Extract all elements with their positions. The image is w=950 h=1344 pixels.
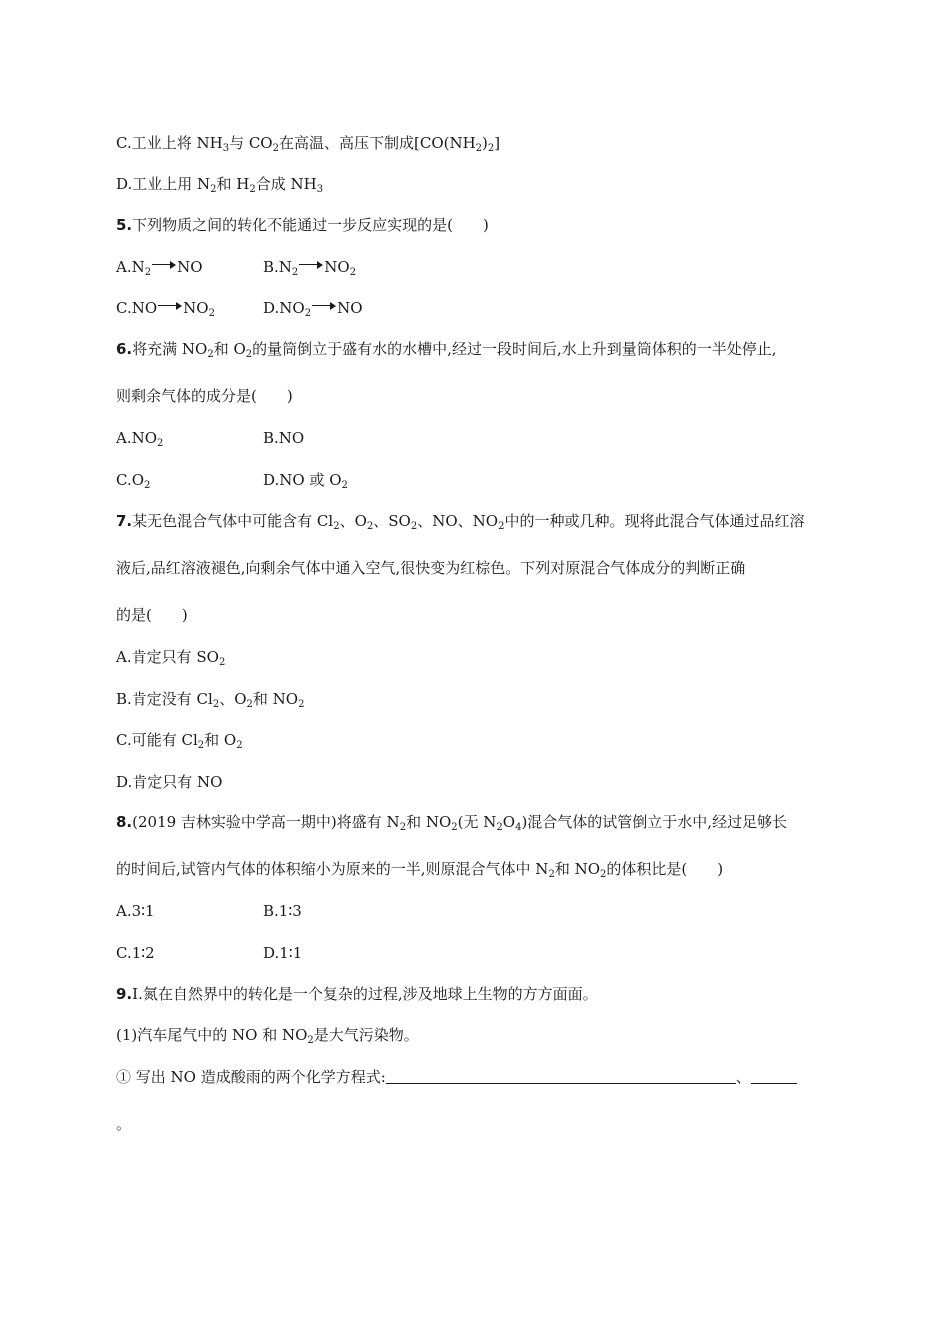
q8-stem-line-2: 的时间后,试管内气体的体积缩小为原来的一半,则原混合气体中 $N_2$和 $NO_2$的体积比是( ) [116, 860, 724, 880]
q7-stem-line-3: 的是( ) [116, 606, 188, 624]
q5-option-c: C.NO $NO_2$ [116, 299, 215, 319]
q9-line-end: 。 [116, 1115, 132, 1133]
q9-stem-line-1: 9.Ⅰ.氮在自然界中的转化是一个复杂的过程,涉及地球上生物的方方面面。 [116, 985, 598, 1003]
q9-stem-line-2: (1)汽车尾气中的 NO 和 $NO_2$是大气污染物。 [116, 1026, 419, 1046]
q8-stem-line-1: 8.(2019 吉林实验中学高一期中)将盛有 $N_2$和 $NO_2$(无 $N_2O_4$)混合气体的试管倒立于水中,经过足够长 [116, 813, 788, 833]
q4-option-d: D.工业上用 $N_2$和 $H_2$合成 $NH_3$ [116, 175, 324, 195]
q8-option-c: C.1∶2 [116, 944, 155, 962]
answer-blank-2[interactable] [751, 1069, 797, 1084]
q6-stem-line-2: 则剩余气体的成分是( ) [116, 387, 293, 405]
q6-option-d: D.NO 或 $O_2$ [263, 471, 348, 491]
question-number: 7. [116, 512, 133, 530]
q7-option-a: A.肯定只有 $SO_2$ [116, 648, 226, 668]
reaction-arrow-icon [312, 301, 336, 311]
q6-option-a: $A.NO_2$ [116, 429, 164, 449]
q7-stem-line-2: 液后,品红溶液褪色,向剩余气体中通入空气,很快变为红棕色。下列对原混合气体成分的判断正确 [116, 559, 746, 577]
q8-option-b: B.1∶3 [263, 902, 302, 920]
q7-stem-line-1: 7.某无色混合气体中可能含有 $Cl_2$、$O_2$、$SO_2$、NO、$NO_2$中的一种或几种。现将此混合气体通过品红溶 [116, 512, 805, 532]
answer-blank-1[interactable] [386, 1069, 736, 1084]
reaction-arrow-icon [152, 260, 176, 270]
question-number: 6. [116, 340, 133, 358]
q8-option-a: A.3∶1 [116, 902, 155, 920]
q8-option-d: D.1∶1 [263, 944, 303, 962]
q5-stem: 5.下列物质之间的转化不能通过一步反应实现的是( ) [116, 216, 489, 234]
q6-stem-line-1: 6.将充满 $NO_2$和 $O_2$的量筒倒立于盛有水的水槽中,经过一段时间后,水上升到量筒体积的一半处停止, [116, 340, 777, 360]
q6-option-c: $C.O_2$ [116, 471, 151, 491]
q9-subquestion-1: ① 写出 NO 造成酸雨的两个化学方程式: 、 [116, 1067, 797, 1087]
q7-option-c: C.可能有 $Cl_2$和 $O_2$ [116, 731, 243, 751]
q4-option-c: C.工业上将 $NH_3$与 $CO_2$在高温、高压下制成$[CO(NH_2)_2]$ [116, 134, 501, 154]
q7-option-d: D.肯定只有 NO [116, 773, 223, 791]
reaction-arrow-icon [299, 260, 323, 270]
q7-option-b: B.肯定没有 $Cl_2$、$O_2$和 $NO_2$ [116, 690, 305, 710]
q5-option-d: $D.NO_2$ NO [263, 299, 363, 319]
question-number: 5. [116, 216, 133, 234]
q6-option-b: B.NO [263, 429, 305, 447]
reaction-arrow-icon [158, 301, 182, 311]
question-number: 8. [116, 813, 133, 831]
q5-option-b: $B.N_2$ $NO_2$ [263, 258, 357, 278]
q5-option-a: $A.N_2$ NO [116, 258, 203, 278]
question-number: 9. [116, 985, 133, 1003]
